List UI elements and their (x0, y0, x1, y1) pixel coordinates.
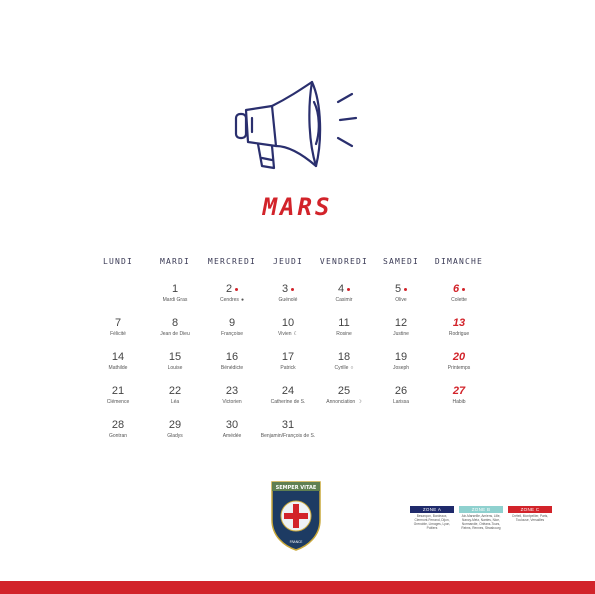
day-number-text: 17 (281, 351, 295, 363)
school-holiday-zones (410, 506, 555, 540)
zone-a-label: ZONE A (410, 506, 454, 513)
zone-b-cities: Aix-Marseille, Amiens, Lille, Nancy-Metz, Nantes, Nice, Normandie, Orléans-Tours, Reims, Rennes, Strasbourg (461, 514, 501, 530)
saint-name-text: Annonciation (326, 399, 356, 405)
day-number-text: 27 (452, 385, 466, 397)
saint-name-text: Habib (452, 399, 466, 405)
moon-phase-icon: ☽ (357, 399, 362, 405)
zone-a (410, 506, 454, 530)
day-number (423, 385, 495, 398)
saint-name-text: Rosine (336, 331, 352, 337)
weekday-samedi: SAMEDI (382, 257, 420, 266)
saint-name-text: Mathilde (108, 365, 128, 371)
saint-name-text: Victorien (222, 399, 242, 405)
saint-name-text: Bénédicte (220, 365, 244, 371)
saint-name-text: Patrick (280, 365, 296, 371)
saint-name-text: Cyrille (334, 365, 349, 371)
saint-name (423, 331, 495, 338)
day-number (423, 317, 495, 330)
day-cell-13 (423, 317, 495, 338)
saint-name (423, 297, 495, 304)
event-dot-icon (291, 288, 294, 291)
weekday-mardi: MARDI (159, 257, 191, 266)
day-number-text: 4 (337, 283, 345, 295)
day-number-text: 29 (168, 419, 182, 431)
day-number-text: 13 (452, 317, 466, 329)
saint-name-text: Joseph (392, 365, 410, 371)
day-number-text: 21 (111, 385, 125, 397)
saint-name-text: Françoise (221, 331, 243, 337)
event-dot-icon (462, 288, 465, 291)
saint-name-text: Jean de Dieu (160, 331, 190, 337)
day-number-text: 1 (171, 283, 179, 295)
day-cell-31 (252, 419, 324, 440)
saint-name-text: Rodrigue (448, 331, 470, 337)
month-title: MARS (262, 193, 333, 221)
saint-name-text: Guénolé (278, 297, 298, 303)
saint-name-text: Cendres (220, 297, 239, 303)
weekday-lundi: LUNDI (102, 257, 134, 266)
crest-banner-text: SEMPER VITAE (275, 485, 317, 491)
weekday-vendredi: VENDREDI (319, 257, 369, 266)
day-cell-20 (423, 351, 495, 372)
saint-name-text: Printemps (447, 365, 471, 371)
moon-phase-icon: ● (240, 297, 244, 303)
day-number-text: 7 (114, 317, 122, 329)
saint-name-text: Clémence (106, 399, 130, 405)
day-number (252, 419, 324, 432)
day-number-text: 15 (168, 351, 182, 363)
day-number-text: 12 (394, 317, 408, 329)
crest-footer-text: FRANCE (289, 540, 303, 544)
day-number-text: 8 (171, 317, 179, 329)
saint-name (423, 399, 495, 406)
moon-phase-icon: ○ (350, 365, 354, 371)
crest-logo (268, 476, 324, 552)
day-cell-27 (423, 385, 495, 406)
day-number-text: 25 (337, 385, 351, 397)
saint-name-text: Gladys (167, 433, 183, 439)
saint-name-text: Louise (167, 365, 183, 371)
day-number-text: 28 (111, 419, 125, 431)
day-number (423, 283, 495, 296)
day-number-text: 14 (111, 351, 125, 363)
saint-name-text: Félicité (110, 331, 126, 337)
saint-name-text: Justine (393, 331, 409, 337)
day-number-text: 16 (225, 351, 239, 363)
day-number-text: 19 (394, 351, 408, 363)
day-number-text: 9 (228, 317, 236, 329)
day-number-text: 18 (337, 351, 351, 363)
zone-b-label: ZONE B (459, 506, 503, 513)
day-number-text: 2 (225, 283, 233, 295)
saint-name (423, 365, 495, 372)
weekday-jeudi: JEUDI (272, 257, 304, 266)
weekday-mercredi: MERCREDI (207, 257, 257, 266)
day-number-text: 6 (452, 283, 460, 295)
day-number-text: 3 (281, 283, 289, 295)
saint-name-text: Benjamin/François de S. (260, 433, 316, 439)
zone-c (508, 506, 552, 522)
day-cell-6 (423, 283, 495, 304)
zone-a-cities: Besançon, Bordeaux, Clermont-Ferrand, Dijon, Grenoble, Limoges, Lyon, Poitiers (413, 514, 451, 530)
day-number-text: 23 (225, 385, 239, 397)
day-number-text: 5 (394, 283, 402, 295)
saint-name-text: Léa (170, 399, 180, 405)
saint-name-text: Olive (395, 297, 407, 303)
weekday-dimanche: DIMANCHE (434, 257, 484, 266)
saint-name-text: Mardi Gras (162, 297, 188, 303)
day-number-text: 22 (168, 385, 182, 397)
day-number-text: 20 (452, 351, 466, 363)
day-number-text: 30 (225, 419, 239, 431)
saint-name-text: Casimir (335, 297, 353, 303)
saint-name-text: Gontran (108, 433, 128, 439)
saint-name-text: Amédée (222, 433, 242, 439)
saint-name-text: Catherine de S. (270, 399, 306, 405)
day-number-text: 10 (281, 317, 295, 329)
day-number-text: 26 (394, 385, 408, 397)
bottom-accent-bar (0, 581, 595, 594)
zone-c-cities: Créteil, Montpellier, Paris, Toulouse, Versailles (511, 514, 549, 522)
zone-b (459, 506, 503, 530)
moon-phase-icon: ☾ (293, 331, 298, 337)
saint-name-text: Colette (451, 297, 467, 303)
saint-name-text: Larissa (392, 399, 410, 405)
day-number-text: 11 (338, 317, 350, 329)
event-dot-icon (347, 288, 350, 291)
saint-name-text: Vivien (277, 331, 292, 337)
zone-c-label: ZONE C (508, 506, 552, 513)
saint-name (252, 433, 324, 440)
event-dot-icon (404, 288, 407, 291)
day-number-text: 24 (281, 385, 295, 397)
megaphone-icon (228, 76, 364, 176)
day-number (423, 351, 495, 364)
day-number-text: 31 (281, 419, 295, 431)
event-dot-icon (235, 288, 238, 291)
